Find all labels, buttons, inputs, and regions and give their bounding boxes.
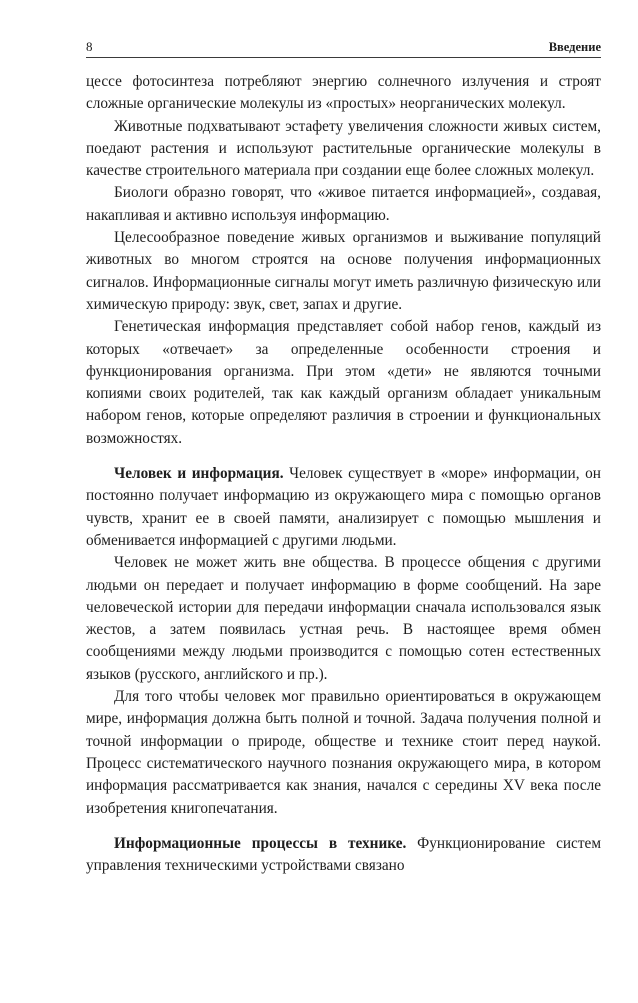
paragraph: Генетическая информация представляет собой набор генов, каждый из которых «отвечает» за определенные особенности строения и функционирования организма. При этом «дети» не являются точными копиями своих родителей, так как каждый организм обладает уникальным набором генов, которые определяют различия в строении и функциональных возможностях. (86, 318, 601, 447)
paragraph: Биологи образно говорят, что «живое питается информацией», создавая, накапливая и активно используя информацию. (86, 184, 601, 224)
paragraph-continuation: цессе фотосинтеза потребляют энергию солнечного излучения и строят сложные органические молекулы из «простых» неорганических молекул. (86, 73, 601, 113)
paragraph: Для того чтобы человек мог правильно ориентироваться в окружающем мире, информация должна быть полной и точной. Задача получения полной и точной информации о природе, обществе и технике стоит перед наукой. Процесс систематического научного познания окружающего мира, в котором информация рассматривается как знания, начался с середины XV века после изобретения книгопечатания. (86, 688, 601, 817)
paragraph: Человек не может жить вне общества. В процессе общения с другими людьми он передает и получает информацию в форме сообщений. На заре человеческой истории для передачи информации сначала использовался язык жестов, а затем появилась устная речь. В настоящее время обмен сообщениями между людьми производится с помощью сотен естественных языков (русского, английского и пр.). (86, 554, 601, 683)
running-title: Введение (548, 40, 601, 54)
header-rule (86, 57, 601, 58)
page-header (86, 35, 601, 55)
section-heading-information-processes-in-technology: Информационные процессы в технике. (114, 834, 407, 852)
section-paragraph-information-processes-in-technology: Информационные процессы в технике. Функционирование систем управления техническими устройствами связано (86, 834, 601, 875)
section-heading-human-and-information: Человек и информация. (114, 465, 284, 483)
page-number: 8 (86, 39, 93, 54)
page-body (86, 71, 601, 877)
paragraph: Целесообразное поведение живых организмов и выживание популяций животных во многом строятся на основе получения информационных сигналов. Информационные сигналы могут иметь различную физическую или химическую природу: звук, свет, запах и другие. (86, 229, 601, 313)
section-paragraph-human-and-information: Человек и информация. Человек существует в «море» информации, он постоянно получает информацию из окружающего мира с помощью органов чувств, хранит ее в своей памяти, анализирует с помощью мышления и обменивается информацией с другими людьми. (86, 465, 601, 549)
paragraph: Животные подхватывают эстафету увеличения сложности живых систем, поедают растения и используют растительные органические молекулы в качестве строительного материала при создании еще более сложных молекул. (86, 117, 601, 180)
